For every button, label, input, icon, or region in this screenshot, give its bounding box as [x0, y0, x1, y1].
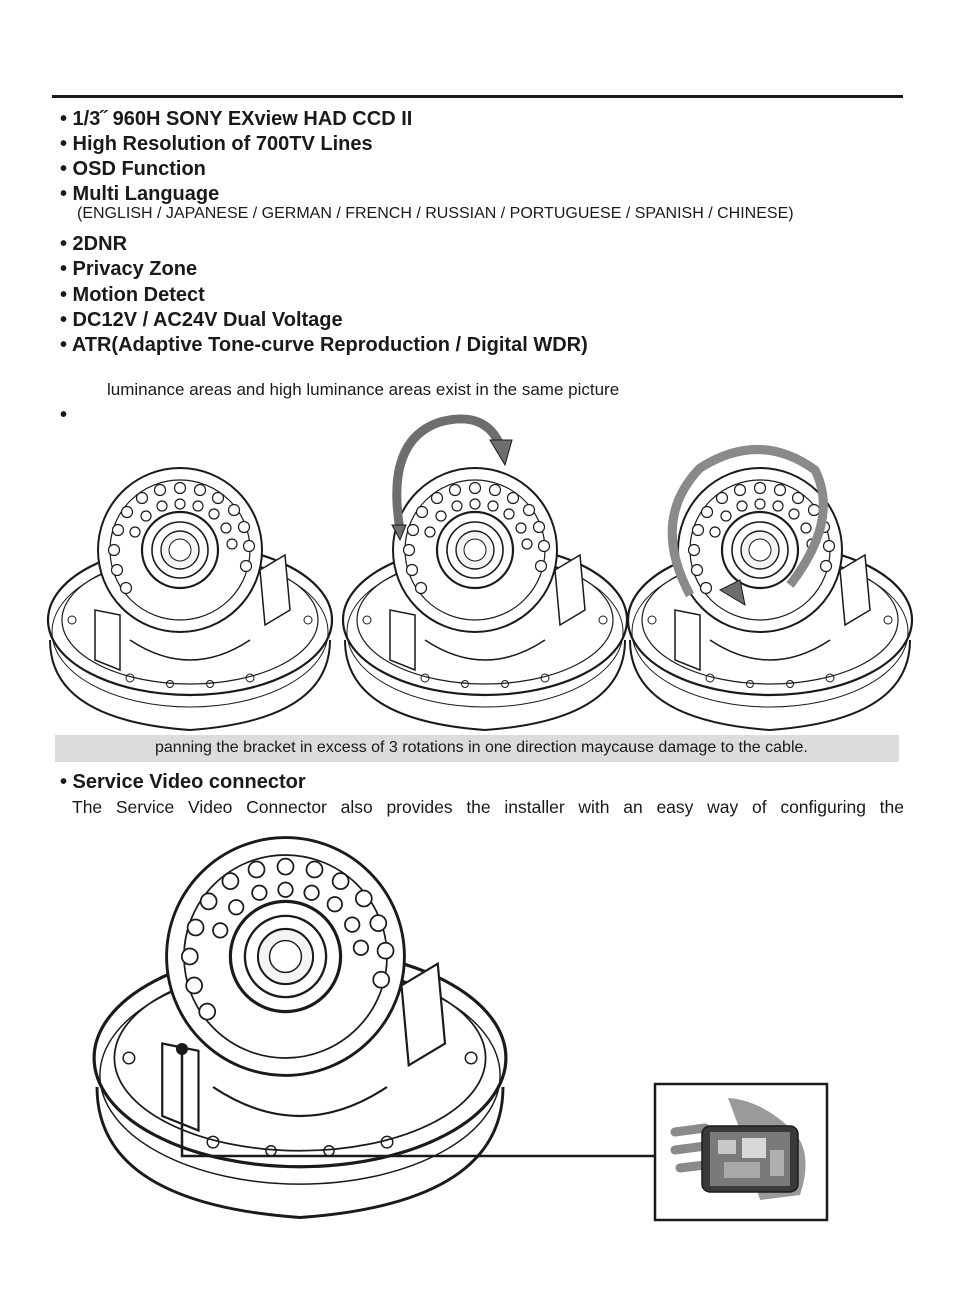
feature-privacy-zone: • Privacy Zone — [60, 258, 198, 280]
dome-camera-3 — [628, 468, 912, 730]
notice-bar — [55, 735, 899, 762]
notice-text: panning the bracket in excess of 3 rotations in one direction maycause damage to the cable. — [155, 739, 808, 756]
feature-motion-detect: • Motion Detect — [60, 284, 205, 306]
feature-dual-voltage: • DC12V / AC24V Dual Voltage — [60, 309, 343, 331]
language-list: (ENGLISH / JAPANESE / GERMAN / FRENCH / RUSSIAN / PORTUGUESE / SPANISH / CHINESE) — [77, 205, 794, 222]
feature-2dnr: • 2DNR — [60, 233, 128, 255]
feature-osd: • OSD Function — [60, 158, 206, 180]
dome-camera-service — [94, 838, 506, 1218]
service-body: The Service Video Connector also provides the installer with an easy way of configuring the — [72, 797, 904, 817]
dome-camera-2 — [343, 468, 627, 730]
atr-description: luminance areas and high luminance areas exist in the same picture — [107, 380, 620, 399]
feature-resolution: • High Resolution of 700TV Lines — [60, 133, 373, 155]
bullet-marker: • — [60, 404, 68, 426]
feature-ccd: • 1/3˝ 960H SONY EXview HAD CCD II — [60, 108, 413, 130]
service-heading: • Service Video connector — [60, 771, 306, 793]
feature-multi-language: • Multi Language — [60, 183, 220, 205]
dome-camera-1 — [48, 468, 332, 730]
feature-atr: • ATR(Adaptive Tone-curve Reproduction / Digital WDR) — [60, 334, 588, 356]
handheld-monitor-icon — [655, 1084, 827, 1220]
